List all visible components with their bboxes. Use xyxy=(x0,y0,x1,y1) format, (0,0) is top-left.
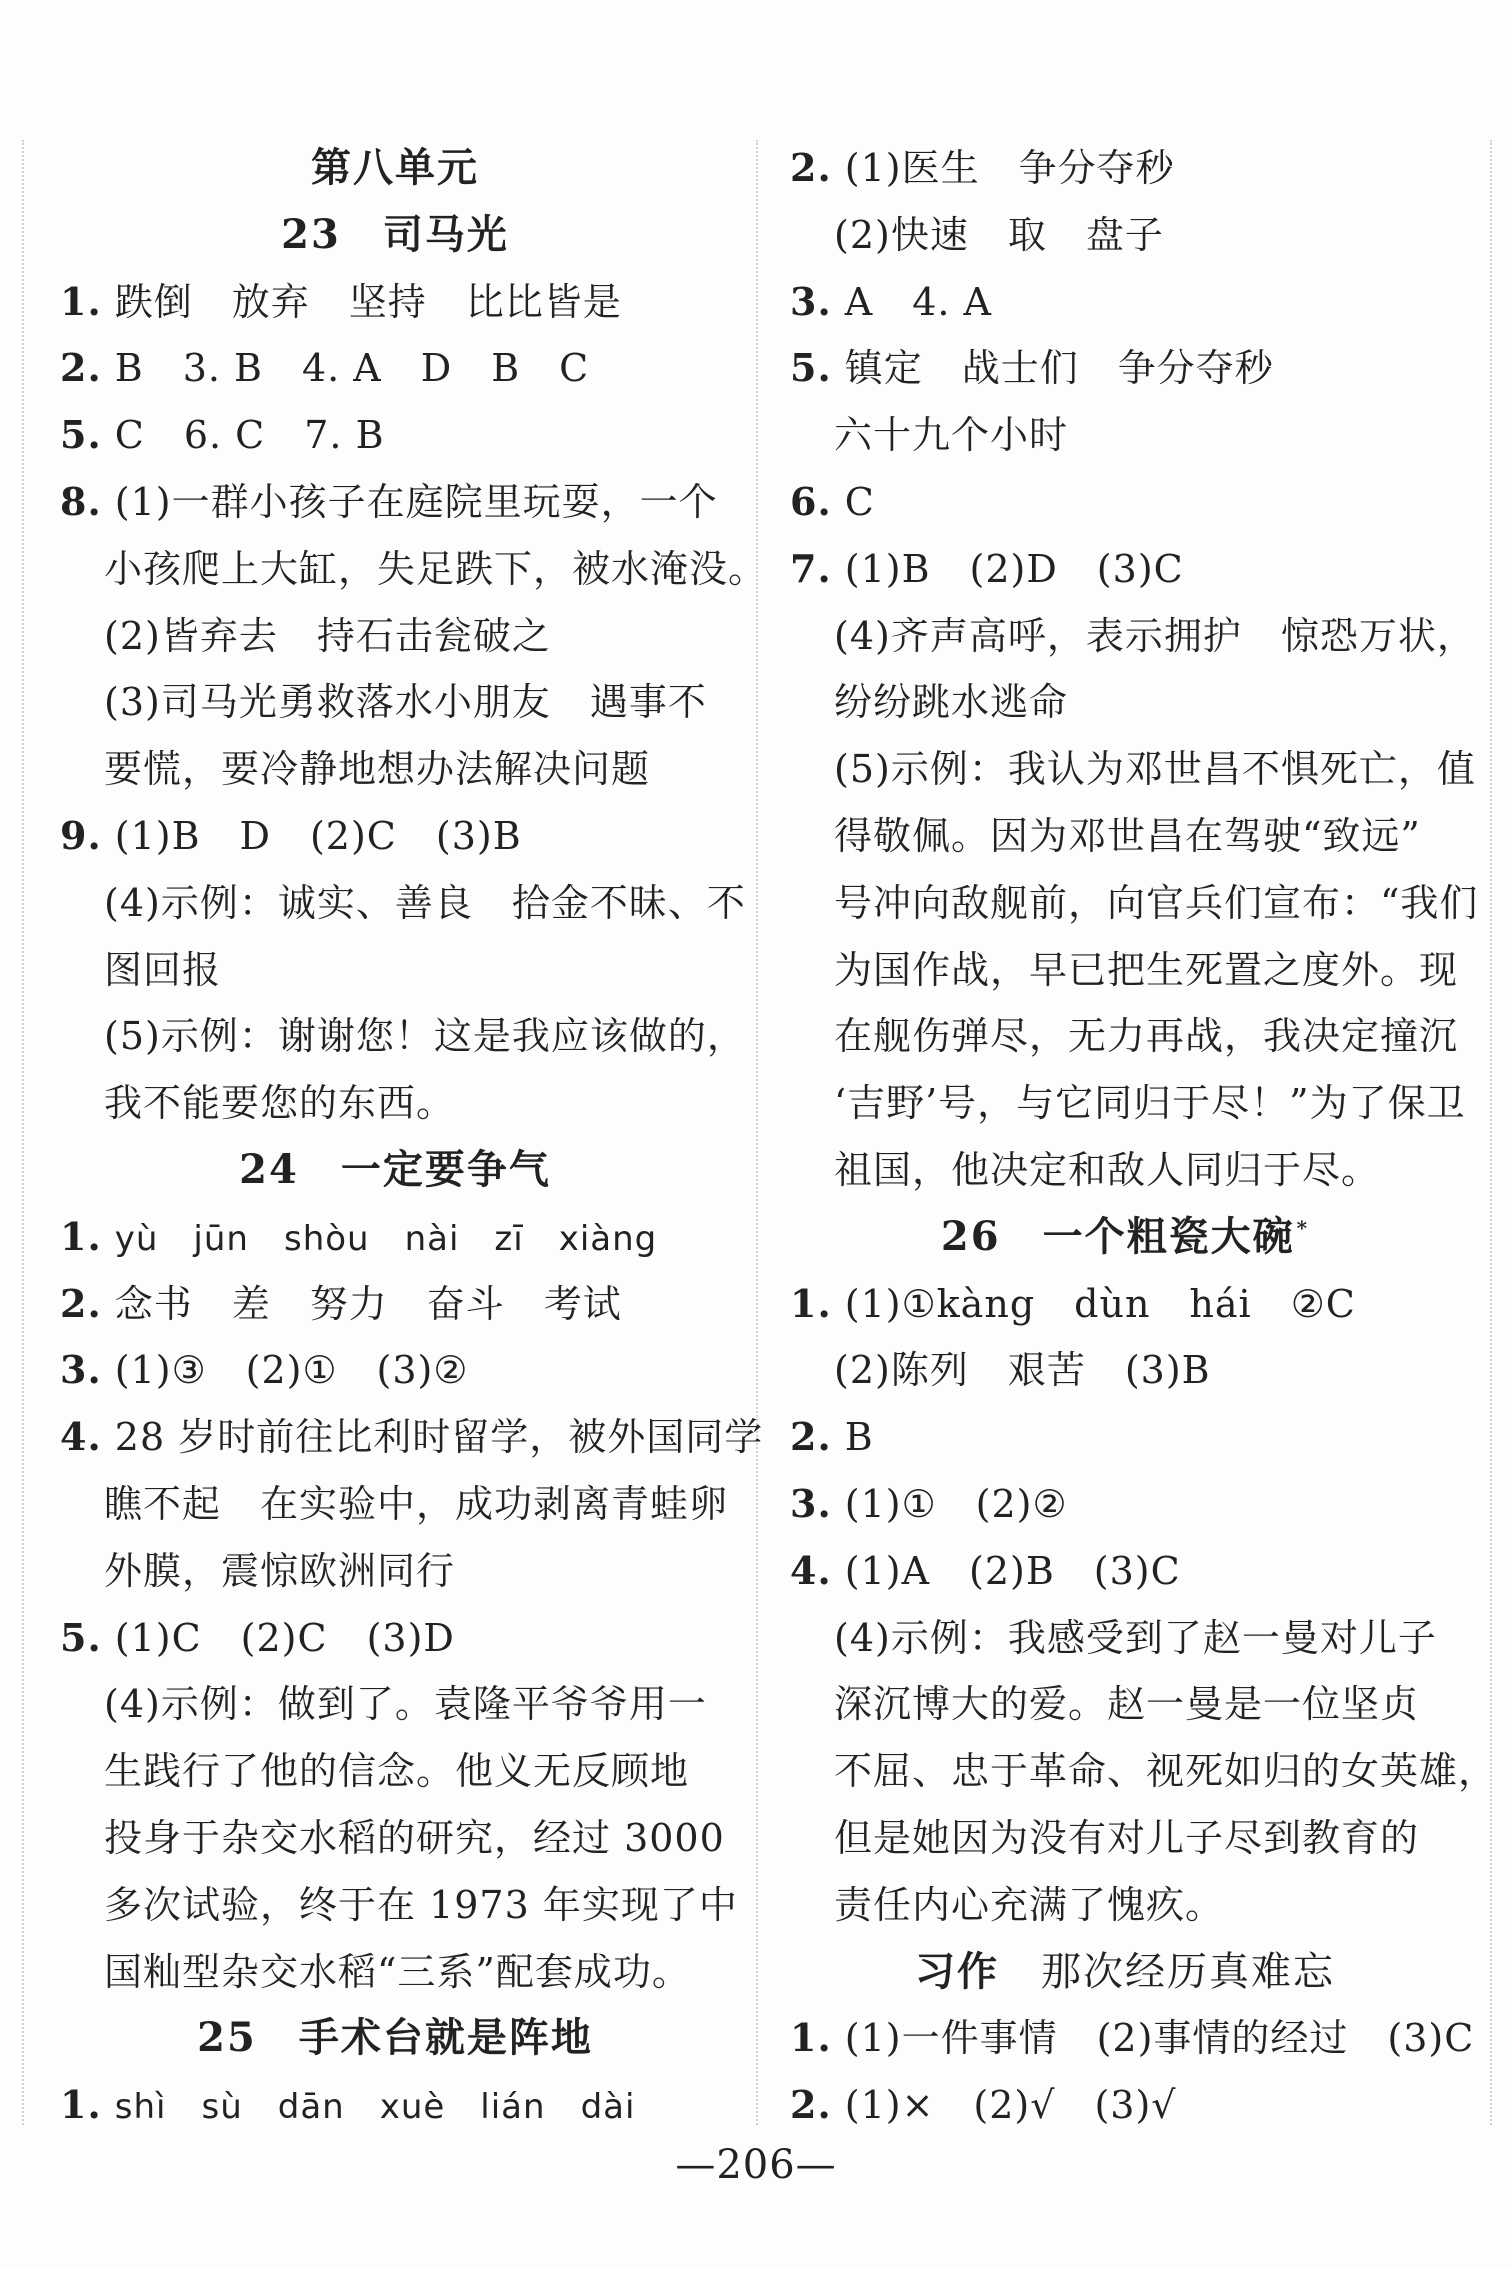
answer-text: 要慌，要冷静地想办法解决问题 xyxy=(104,747,651,792)
answer-line xyxy=(790,469,1460,536)
answer-text: 为国作战，早已把生死置之度外。现 xyxy=(834,947,1459,992)
answer-line xyxy=(790,1271,1460,1338)
answer-line xyxy=(60,269,730,336)
answer-text: 镇定 战士们 争分夺秒 xyxy=(844,346,1274,391)
answer-line xyxy=(60,469,730,536)
question-number: 2. xyxy=(790,1414,832,1460)
answer-continuation xyxy=(790,1671,1460,1738)
question-number: 5. xyxy=(790,345,832,391)
answer-text: 生践行了他的信念。他义无反顾地 xyxy=(104,1749,690,1794)
answer-text: 但是她因为没有对儿子尽到教育的 xyxy=(834,1815,1420,1860)
question-number: 1. xyxy=(60,2082,102,2128)
answer-text: C xyxy=(844,479,875,524)
question-number: 1. xyxy=(60,278,102,324)
answer-continuation xyxy=(790,1738,1498,1805)
question-number: 2. xyxy=(790,145,832,190)
section-title xyxy=(790,1204,1460,1271)
section-title-text: 26 一个粗瓷大碗 xyxy=(940,1212,1295,1260)
section-title xyxy=(60,135,730,202)
left-margin-rule xyxy=(22,140,24,2125)
answer-continuation xyxy=(790,1805,1460,1872)
answer-text: (4)齐声高呼，表示拥护 惊恐万状， xyxy=(834,613,1476,658)
answer-text: 祖国，他决定和敌人同归于尽。 xyxy=(834,1147,1381,1192)
answer-continuation xyxy=(60,1070,730,1137)
right-column xyxy=(790,135,1498,2139)
answer-line xyxy=(60,1404,764,1471)
answer-text: (1)C (2)C (3)D xyxy=(114,1615,455,1660)
answer-text: 念书 差 努力 奋斗 考试 xyxy=(114,1281,622,1326)
answer-text: 深沉博大的爱。赵一曼是一位坚贞 xyxy=(834,1682,1420,1727)
answer-text: 不屈、忠于革命、视死如归的女英雄， xyxy=(834,1749,1498,1794)
answer-text: (1)① (2)② xyxy=(844,1481,1068,1526)
section-title-text: 25 手术台就是阵地 xyxy=(197,2014,593,2062)
answer-text: (5)示例：我认为邓世昌不惧死亡，值 xyxy=(834,747,1476,792)
answer-text: 跌倒 放弃 坚持 比比皆是 xyxy=(114,279,622,324)
answer-line xyxy=(60,335,730,402)
question-number: 9. xyxy=(60,812,102,858)
question-number: 7. xyxy=(790,545,832,591)
answer-text: yù jūn shòu nài zī xiàng xyxy=(114,1218,658,1259)
question-number: 1. xyxy=(790,2015,832,2061)
answer-text: 瞧不起 在实验中，成功剥离青蛙卵 xyxy=(104,1481,729,1526)
answer-line xyxy=(790,2072,1460,2139)
question-number: 5. xyxy=(60,1614,102,1660)
answer-continuation xyxy=(790,1337,1460,1404)
answer-continuation xyxy=(790,803,1460,870)
question-number: 5. xyxy=(60,412,102,458)
question-number: 4. xyxy=(60,1414,102,1460)
section-title-text: 那次经历真难忘 xyxy=(999,1948,1335,1995)
answer-text: 28 岁时前往比利时留学，被外国同学 xyxy=(114,1415,764,1460)
answer-text: A 4. A xyxy=(844,279,992,324)
section-title-head: 习作 xyxy=(915,1947,999,1995)
answer-continuation xyxy=(60,1471,730,1538)
question-number: 4. xyxy=(790,1547,832,1593)
answer-continuation xyxy=(790,1872,1460,1939)
answer-text: 外膜，震惊欧洲同行 xyxy=(104,1548,456,1593)
answer-line xyxy=(60,402,730,469)
answer-text: 国籼型杂交水稻“三系”配套成功。 xyxy=(104,1949,691,1994)
answer-continuation xyxy=(790,202,1460,269)
answer-line xyxy=(790,2005,1475,2072)
answer-line xyxy=(60,803,730,870)
answer-text: (2)陈列 艰苦 (3)B xyxy=(834,1348,1211,1393)
answer-text: (1)A (2)B (3)C xyxy=(844,1548,1181,1593)
question-number: 2. xyxy=(60,1280,102,1326)
answer-text: 投身于杂交水稻的研究，经过 3000 xyxy=(104,1815,725,1860)
answer-continuation xyxy=(790,1137,1460,1204)
answer-text: shì sù dān xuè lián dài xyxy=(114,2087,636,2128)
answer-line xyxy=(790,536,1460,603)
answer-continuation xyxy=(60,1538,730,1605)
question-number: 3. xyxy=(790,278,832,324)
answer-text: 号冲向敌舰前，向官兵们宣布：“我们 xyxy=(834,880,1479,925)
answer-text: (1)B D (2)C (3)B xyxy=(114,813,522,858)
answer-text: 纷纷跳水逃命 xyxy=(834,680,1069,725)
answer-text: 责任内心充满了愧疚。 xyxy=(834,1882,1225,1927)
answer-continuation xyxy=(60,669,730,736)
answer-text: (1)× (2)√ (3)√ xyxy=(844,2083,1177,2128)
question-number: 2. xyxy=(790,2082,832,2128)
answer-continuation xyxy=(60,1671,730,1738)
answer-line xyxy=(790,135,1460,202)
answer-text: (1)①kàng dùn hái ②C xyxy=(844,1281,1356,1326)
left-column xyxy=(60,135,768,2139)
answer-continuation xyxy=(60,1003,746,1070)
answer-text: 六十九个小时 xyxy=(834,413,1069,458)
question-number: 3. xyxy=(60,1347,102,1393)
answer-text: (5)示例：谢谢您！这是我应该做的， xyxy=(104,1014,746,1059)
answer-continuation xyxy=(790,402,1460,469)
answer-continuation xyxy=(60,1939,730,2006)
answer-text: 得敬佩。因为邓世昌在驾驶“致远” xyxy=(834,813,1421,858)
answer-continuation xyxy=(60,1738,730,1805)
answer-text: (3)司马光勇救落水小朋友 遇事不 xyxy=(104,680,707,725)
answer-line xyxy=(790,1404,1460,1471)
section-title-text: 24 一定要争气 xyxy=(239,1145,551,1193)
answer-line xyxy=(60,1605,730,1672)
question-number: 8. xyxy=(60,478,102,524)
answer-line xyxy=(790,1471,1460,1538)
answer-line xyxy=(60,1337,730,1404)
answer-continuation xyxy=(60,603,730,670)
answer-line xyxy=(60,2072,730,2139)
answer-text: 小孩爬上大缸，失足跌下，被水淹没。 xyxy=(104,546,768,591)
answer-text: (1)医生 争分夺秒 xyxy=(844,146,1175,190)
question-number: 1. xyxy=(60,1213,102,1259)
answer-continuation xyxy=(60,1872,738,1939)
answer-continuation xyxy=(790,937,1460,1004)
answer-line xyxy=(60,1271,730,1338)
answer-continuation xyxy=(60,870,746,937)
answer-continuation xyxy=(790,603,1476,670)
answer-text: (2)皆弃去 持石击瓮破之 xyxy=(104,613,551,658)
section-title xyxy=(60,2005,730,2072)
answer-text: B 3. B 4. A D B C xyxy=(114,346,590,391)
answer-line xyxy=(790,269,1460,336)
answer-continuation xyxy=(60,736,730,803)
answer-text: 多次试验，终于在 1973 年实现了中 xyxy=(104,1882,738,1927)
answer-text: (1)B (2)D (3)C xyxy=(844,546,1184,591)
answer-text: (4)示例：诚实、善良 拾金不昧、不 xyxy=(104,880,746,925)
answer-continuation xyxy=(790,1003,1460,1070)
column-divider xyxy=(756,140,758,2125)
answer-continuation xyxy=(790,669,1460,736)
question-number: 2. xyxy=(60,345,102,391)
section-title xyxy=(60,1137,730,1204)
answer-text: 在舰伤弹尽，无力再战，我决定撞沉 xyxy=(834,1014,1459,1059)
question-number: 6. xyxy=(790,478,832,524)
answer-text: C 6. C 7. B xyxy=(114,413,385,458)
section-title xyxy=(60,202,730,269)
answer-line xyxy=(790,1538,1460,1605)
answer-line xyxy=(60,1204,730,1271)
question-number: 3. xyxy=(790,1480,832,1526)
section-title-text: 第八单元 xyxy=(311,144,479,191)
answer-continuation xyxy=(790,1070,1466,1137)
answer-text: (4)示例：我感受到了赵一曼对儿子 xyxy=(834,1615,1437,1660)
answer-continuation xyxy=(790,870,1479,937)
section-title xyxy=(790,1939,1460,2006)
question-number: 1. xyxy=(790,1280,832,1326)
answer-text: 图回报 xyxy=(104,947,222,992)
answer-text: (2)快速 取 盘子 xyxy=(834,212,1164,257)
answer-text: B xyxy=(844,1415,874,1460)
answer-continuation xyxy=(790,1605,1460,1672)
answer-text: 我不能要您的东西。 xyxy=(104,1081,456,1126)
right-margin-rule xyxy=(1490,140,1492,2125)
optional-lesson-mark: * xyxy=(1296,1216,1310,1241)
section-title-text: 23 司马光 xyxy=(281,210,509,258)
answer-continuation xyxy=(60,1805,730,1872)
answer-text: (1)③ (2)① (3)② xyxy=(114,1348,469,1393)
answer-continuation xyxy=(60,536,768,603)
answer-text: ‘吉野’号，与它同归于尽！”为了保卫 xyxy=(834,1081,1466,1126)
answer-text: (4)示例：做到了。袁隆平爷爷用一 xyxy=(104,1682,707,1727)
page-number: —206— xyxy=(675,2142,837,2188)
answer-continuation xyxy=(60,937,730,1004)
answer-text: (1)一件事情 (2)事情的经过 (3)C xyxy=(844,2016,1475,2061)
answer-text: (1)一群小孩子在庭院里玩耍，一个 xyxy=(114,479,718,524)
answer-line xyxy=(790,335,1460,402)
answer-continuation xyxy=(790,736,1476,803)
